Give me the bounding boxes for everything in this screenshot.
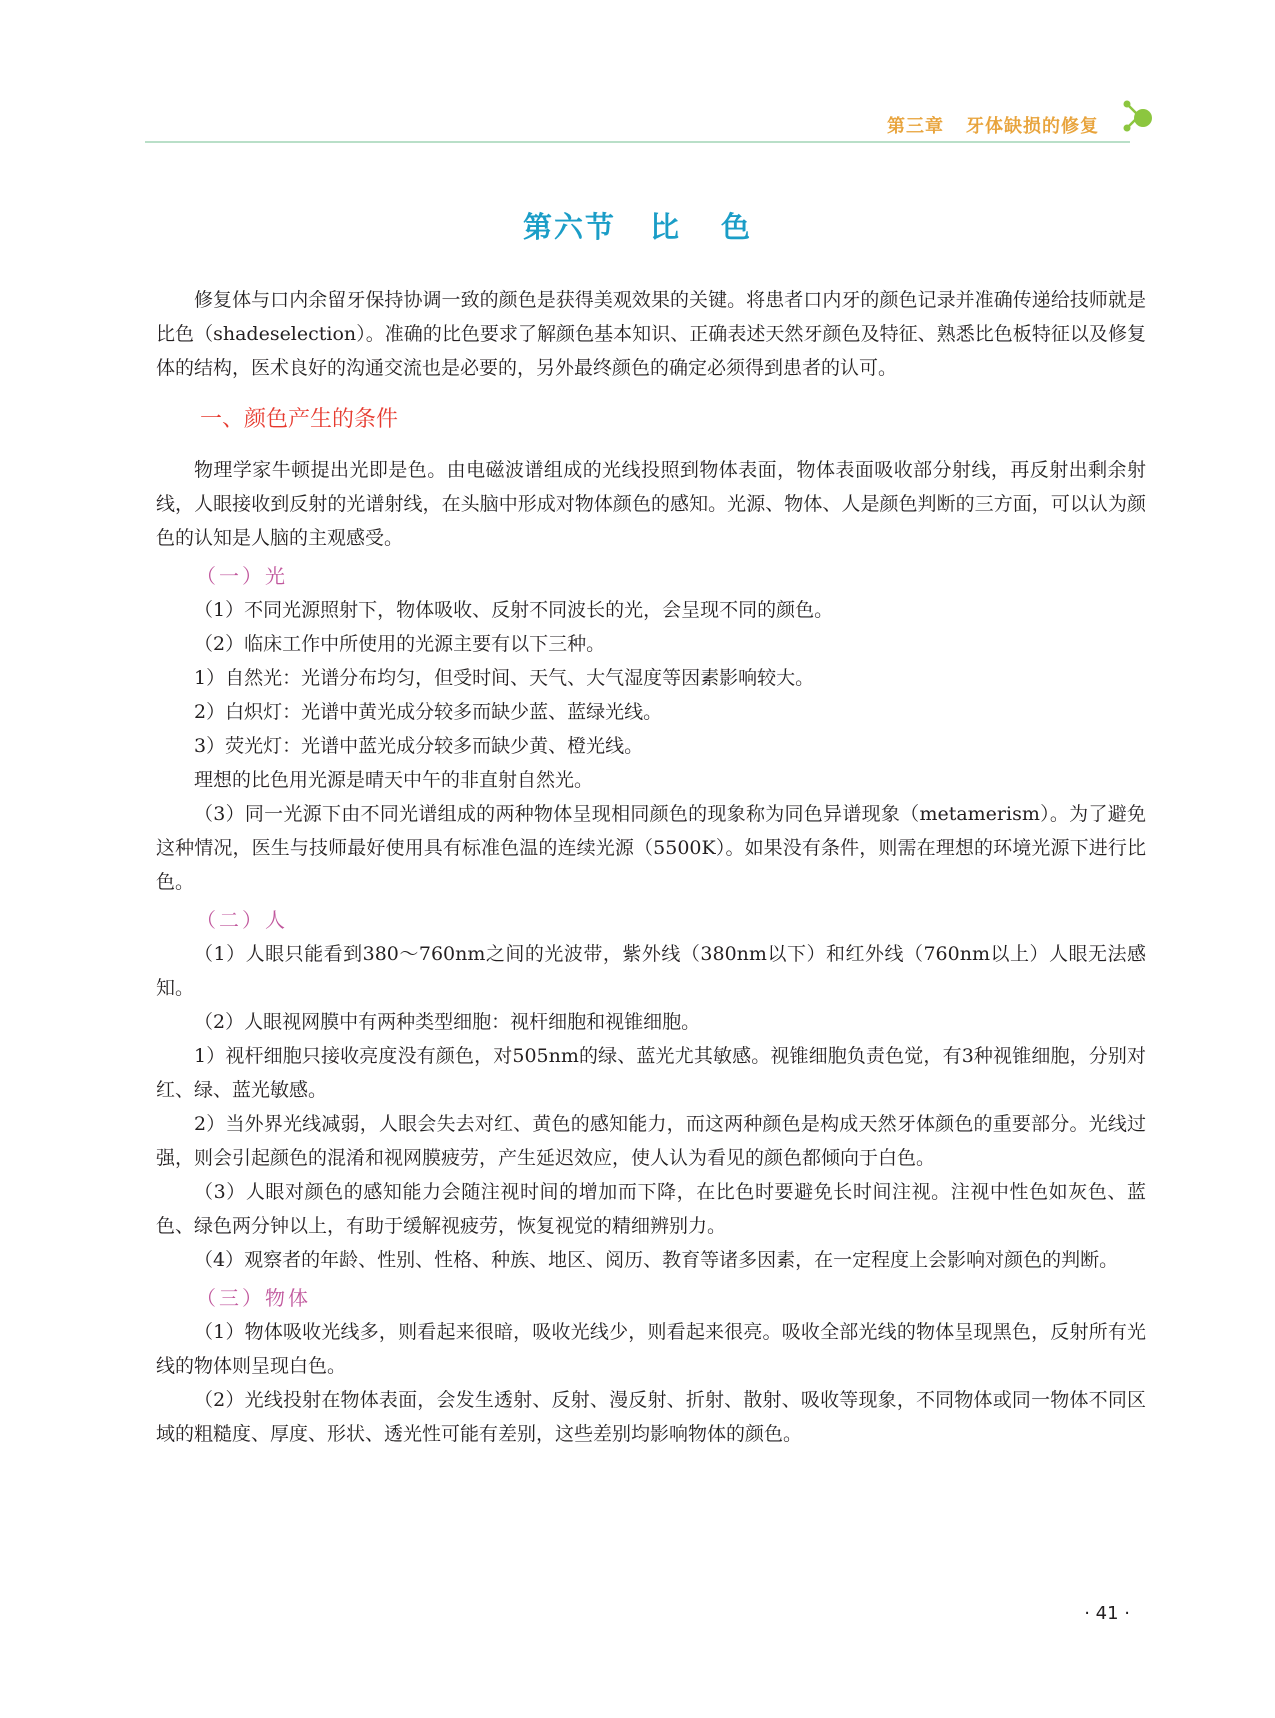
heading-color-conditions: 一、颜色产生的条件 xyxy=(200,407,399,432)
newton-paragraph: 物理学家牛顿提出光即是色。由电磁波谱组成的光线投照到物体表面，物体表面吸收部分射线，再反射出剩余射线，人眼接收到反射的光谱射线，在头脑中形成对物体颜色的感知。光源、物体、人是颜色判断的三方面，可以认为颜色的认知是人脑的主观感受。 xyxy=(156,459,1146,549)
section-title xyxy=(0,205,1275,246)
header-rule xyxy=(145,141,1130,143)
light-item-2-2: 2）白炽灯：光谱中黄光成分较多而缺少蓝、蓝绿光线。 xyxy=(194,701,663,723)
chapter-number: 第三章 xyxy=(887,116,944,137)
section-label: 第六节 xyxy=(522,210,616,244)
subheading-person: （二）人 xyxy=(196,908,288,932)
light-item-2-1: 1）自然光：光谱分布均匀，但受时间、天气、大气湿度等因素影响较大。 xyxy=(194,667,815,689)
subheading-light: （一）光 xyxy=(196,564,288,588)
person-item-3: （3）人眼对颜色的感知能力会随注视时间的增加而下降，在比色时要避免长时间注视。注视中性色如灰色、蓝色、绿色两分钟以上，有助于缓解视疲劳，恢复视觉的精细辨别力。 xyxy=(156,1181,1146,1237)
chapter-title: 牙体缺损的修复 xyxy=(966,116,1099,137)
page-header xyxy=(0,0,1275,150)
body-content xyxy=(156,283,1146,1451)
person-item-2-2: 2）当外界光线减弱，人眼会失去对红、黄色的感知能力，而这两种颜色是构成天然牙体颜色的重要部分。光线过强，则会引起颜色的混淆和视网膜疲劳，产生延迟效应，使人认为看见的颜色都倾向于白色。 xyxy=(156,1113,1146,1169)
light-item-2: （2）临床工作中所使用的光源主要有以下三种。 xyxy=(194,633,606,655)
light-item-2-3: 3）荧光灯：光谱中蓝光成分较多而缺少黄、橙光线。 xyxy=(194,735,644,757)
light-item-1: （1）不同光源照射下，物体吸收、反射不同波长的光，会呈现不同的颜色。 xyxy=(194,599,834,621)
person-item-4: （4）观察者的年龄、性别、性格、种族、地区、阅历、教育等诸多因素，在一定程度上会影响对颜色的判断。 xyxy=(194,1249,1119,1271)
light-item-3: （3）同一光源下由不同光谱组成的两种物体呈现相同颜色的现象称为同色异谱现象（metamerism）。为了避免这种情况，医生与技师最好使用具有标准色温的连续光源（5500K）。如果没有条件，则需在理想的环境光源下进行比色。 xyxy=(156,803,1146,893)
light-ideal-source: 理想的比色用光源是晴天中午的非直射自然光。 xyxy=(194,769,594,791)
running-header xyxy=(887,112,1099,138)
object-item-2: （2）光线投射在物体表面，会发生透射、反射、漫反射、折射、散射、吸收等现象，不同物体或同一物体不同区域的粗糙度、厚度、形状、透光性可能有差别，这些差别均影响物体的颜色。 xyxy=(156,1389,1146,1445)
intro-paragraph: 修复体与口内余留牙保持协调一致的颜色是获得美观效果的关键。将患者口内牙的颜色记录并准确传递给技师就是比色（shadeselection）。准确的比色要求了解颜色基本知识、正确表述天然牙颜色及特征、熟悉比色板特征以及修复体的结构，医术良好的沟通交流也是必要的，另外最终颜色的确定必须得到患者的认可。 xyxy=(156,289,1146,379)
person-item-1: （1）人眼只能看到380～760nm之间的光波带，紫外线（380nm以下）和红外线（760nm以上）人眼无法感知。 xyxy=(156,943,1146,999)
person-item-2-1: 1）视杆细胞只接收亮度没有颜色，对505nm的绿、蓝光尤其敏感。视锥细胞负责色觉，有3种视锥细胞，分别对红、绿、蓝光敏感。 xyxy=(156,1045,1146,1101)
person-item-2: （2）人眼视网膜中有两种类型细胞：视杆细胞和视锥细胞。 xyxy=(194,1011,701,1033)
section-title-char-2: 色 xyxy=(721,210,753,244)
subheading-object: （三）物体 xyxy=(196,1286,311,1310)
section-title-char-1: 比 xyxy=(649,210,681,244)
page-number: · 41 · xyxy=(1084,1603,1130,1624)
object-item-1: （1）物体吸收光线多，则看起来很暗，吸收光线少，则看起来很亮。吸收全部光线的物体呈现黑色，反射所有光线的物体则呈现白色。 xyxy=(156,1321,1146,1377)
